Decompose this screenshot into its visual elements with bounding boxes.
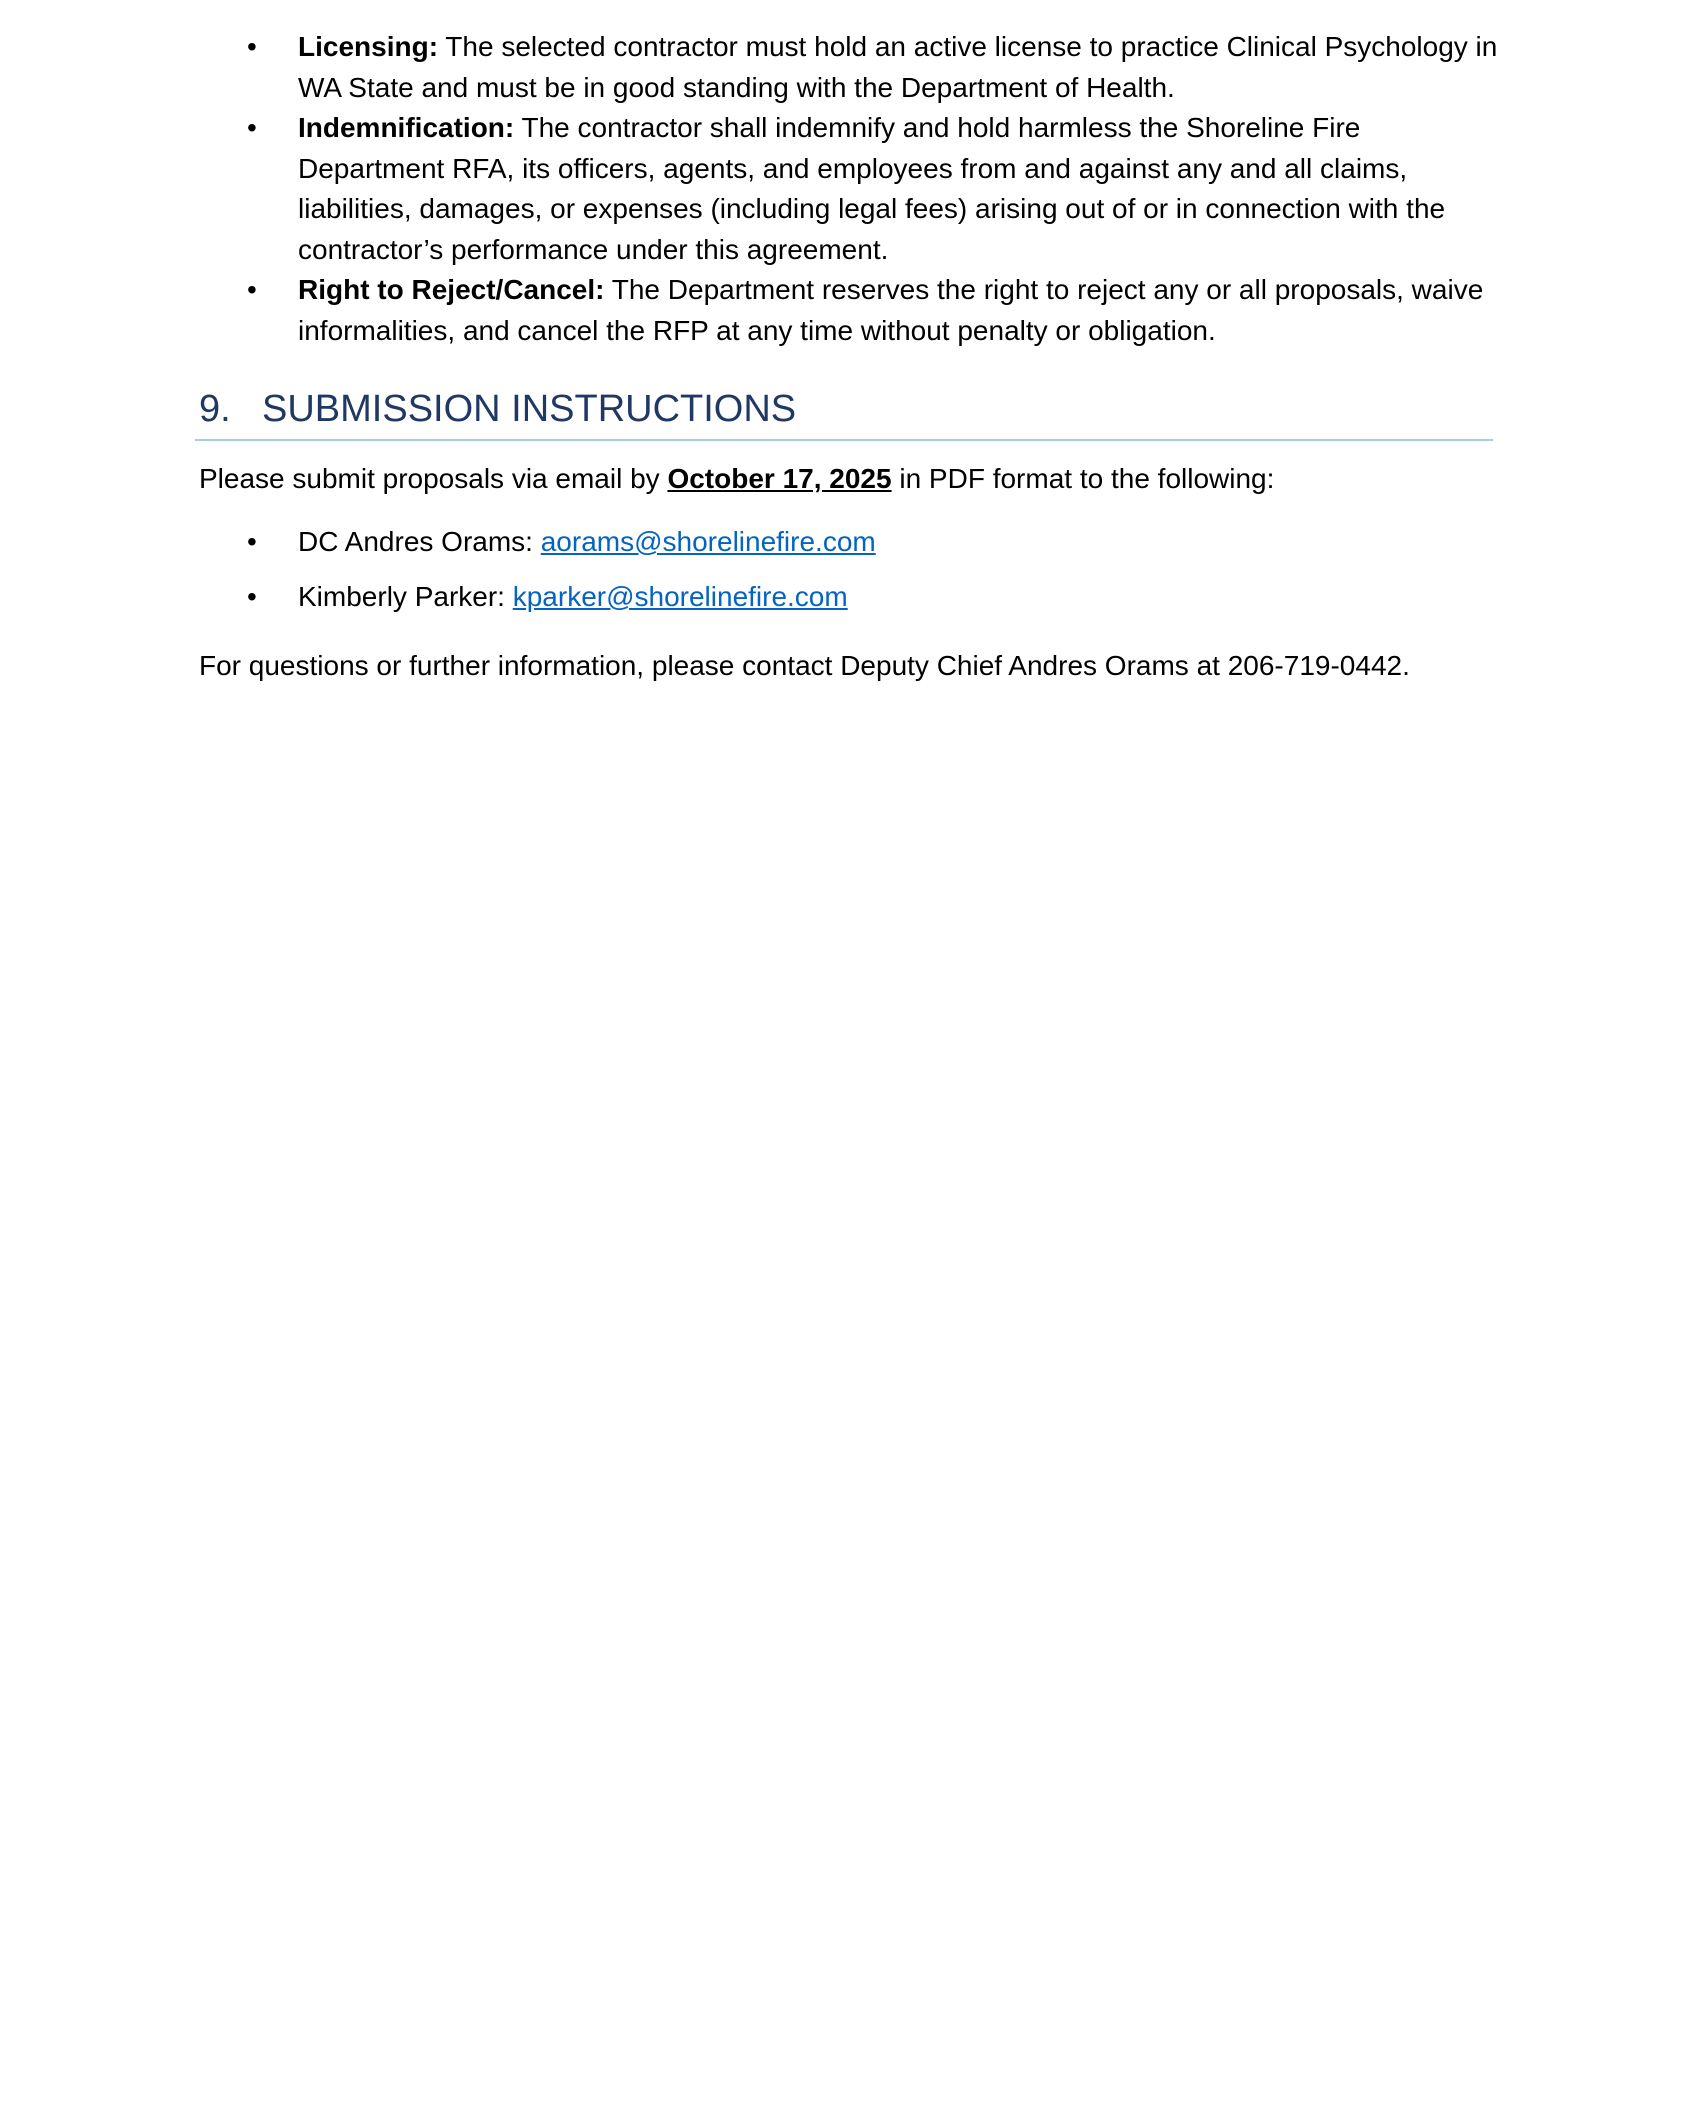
term-text: The Department reserves the right to reject any or all proposals, waive informalities, and cancel the RFP at any time without penalty or obligation. [298,274,1484,346]
contact-name: Kimberly Parker: [298,581,513,612]
bullet-icon: • [247,274,257,305]
submission-deadline: October 17, 2025 [667,463,892,494]
intro-paragraph [199,459,1274,499]
section-heading [199,384,796,434]
intro-text-before: Please submit proposals via email by [199,463,668,494]
email-link-orams[interactable]: aorams@shorelinefire.com [540,526,876,557]
bullet-icon: • [247,31,257,62]
term-label: Licensing: [298,31,439,62]
contact-name: DC Andres Orams: [298,526,541,557]
term-text: The contractor shall indemnify and hold harmless the Shoreline Fire Department RFA, its officers, agents, and employees from and against any and all claims, liabilities, damages, or expenses (including legal fees) arising out of or in connection with the contractor’s performance under this agreement. [298,112,1446,265]
term-licensing [199,27,1499,108]
term-right-to-reject [199,270,1499,351]
intro-text-after: in PDF format to the following: [891,463,1275,494]
email-link-parker[interactable]: kparker@shorelinefire.com [512,581,848,612]
section-title: SUBMISSION INSTRUCTIONS [262,388,797,430]
section-number: 9. [199,388,231,430]
closing-paragraph: For questions or further information, please contact Deputy Chief Andres Orams at 206-719-0442. [199,650,1410,681]
term-text: The selected contractor must hold an active license to practice Clinical Psychology in WA State and must be in good standing with the Department of Health. [298,31,1498,103]
bullet-icon: • [247,581,257,612]
heading-rule [195,439,1493,441]
bullet-icon: • [247,112,257,143]
term-indemnification [199,108,1499,270]
contact-item-orams [199,522,1399,562]
contact-item-parker [199,577,1399,617]
term-label: Indemnification: [298,112,515,143]
contacts-list [199,522,1399,632]
bullet-icon: • [247,526,257,557]
terms-list [199,27,1499,351]
term-label: Right to Reject/Cancel: [298,274,605,305]
